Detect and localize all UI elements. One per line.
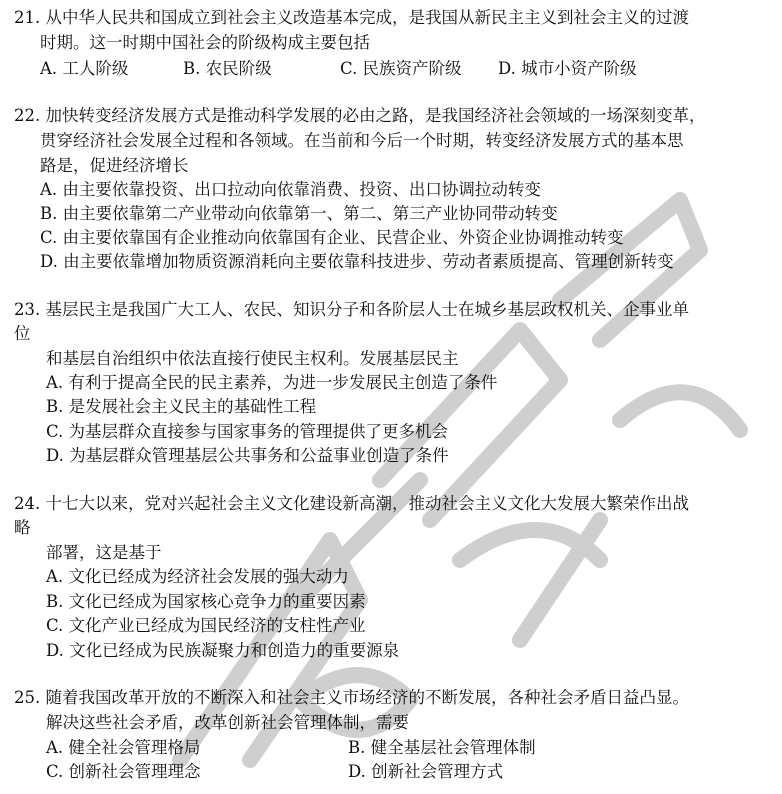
option-a[interactable]: A. 由主要依靠投资、出口拉动向依靠消费、投资、出口协调拉动转变 [40,180,541,199]
option-b[interactable]: B. 文化已经成为国家核心竞争力的重要因素 [46,592,366,611]
option-b[interactable]: B. 是发展社会主义民主的基础性工程 [46,397,317,416]
question-text-line: 部署，这是基于 [46,543,162,562]
question-text-line: 25. 随着我国改革开放的不断深入和社会主义市场经济的不断发展，各种社会矛盾日益凸显。 [14,688,689,707]
option-d[interactable]: D. 由主要依靠增加物质资源消耗向主要依靠科技进步、劳动者素质提高、管理创新转变 [40,252,674,271]
option-d[interactable]: D. 创新社会管理方式 [348,762,504,781]
option-d[interactable]: D. 为基层群众管理基层公共事务和公益事业创造了条件 [46,446,449,465]
question-text-line: 24. 十七大以来，党对兴起社会主义文化建设新高潮，推动社会主义文化大发展大繁荣作出战 [14,494,689,513]
question-text-line: 23. 基层民主是我国广大工人、农民、知识分子和各阶层人士在城乡基层政权机关、企事业单 [14,300,689,319]
question-text-line: 贯穿经济社会发展全过程和各领域。在当前和今后一个时期，转变经济发展方式的基本思 [40,131,684,150]
option-a[interactable]: A. 文化已经成为经济社会发展的强大动力 [46,567,349,586]
option-c[interactable]: C. 文化产业已经成为国民经济的支柱性产业 [46,616,366,635]
option-a[interactable]: A. 工人阶级 [40,59,129,78]
option-b[interactable]: B. 健全基层社会管理体制 [348,738,536,757]
question-text-line: 位 [14,324,31,343]
question-text-line: 和基层自治组织中依法直接行使民主权利。发展基层民主 [46,349,459,368]
option-c[interactable]: C. 由主要依靠国有企业推动向依靠国有企业、民营企业、外资企业协调推动转变 [40,228,624,247]
option-b[interactable]: B. 由主要依靠第二产业带动向依靠第一、第二、第三产业协同带动转变 [40,204,558,223]
option-a[interactable]: A. 健全社会管理格局 [46,738,201,757]
question-text-line: 解决这些社会矛盾，改革创新社会管理体制，需要 [46,713,409,732]
question-text-line: 略 [14,518,31,537]
option-c[interactable]: C. 创新社会管理理念 [46,762,201,781]
question-text-line: 路是，促进经济增长 [40,156,189,175]
option-a[interactable]: A. 有利于提高全民的民主素养，为进一步发展民主创造了条件 [46,373,498,392]
option-c[interactable]: C. 民族资产阶级 [340,59,462,78]
option-b[interactable]: B. 农民阶级 [183,59,272,78]
question-text-line: 时期。这一时期中国社会的阶级构成主要包括 [40,33,370,52]
option-d[interactable]: D. 城市小资产阶级 [498,59,637,78]
option-d[interactable]: D. 文化已经成为民族凝聚力和创造力的重要源泉 [46,641,400,660]
option-c[interactable]: C. 为基层群众直接参与国家事务的管理提供了更多机会 [46,422,449,441]
question-text-line: 21. 从中华人民共和国成立到社会主义改造基本完成，是我国从新民主主义到社会主义的过渡 [14,8,689,27]
question-text-line: 22. 加快转变经济发展方式是推动科学发展的必由之路，是我国经济社会领域的一场深刻变革， [14,106,706,125]
